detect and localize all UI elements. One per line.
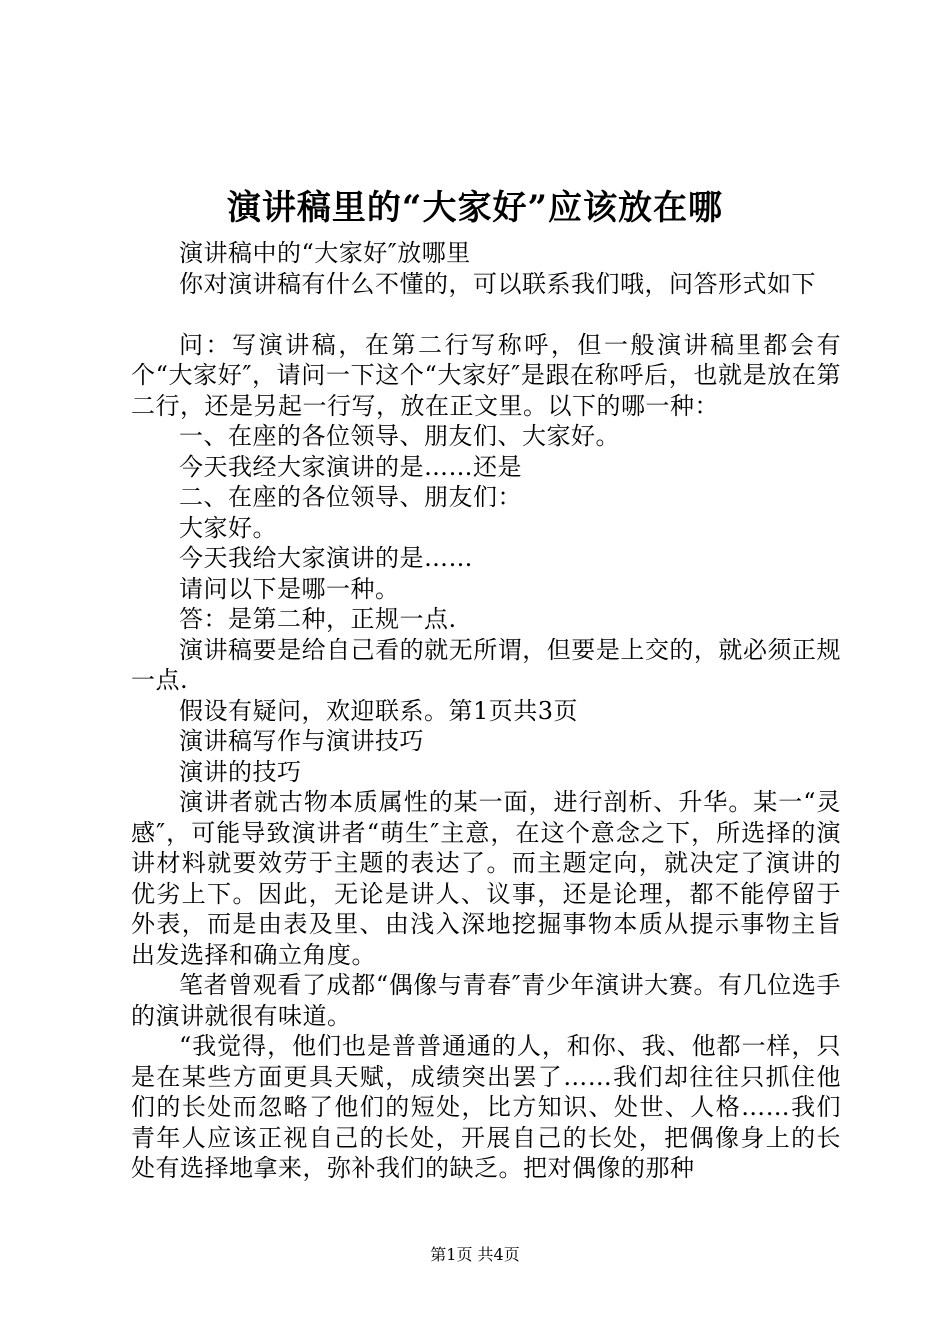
paragraph: 答：是第二种，正规一点. (179, 605, 457, 633)
paragraph: 演讲者就古物本质属性的某一面，进行剖析、升华。某一“灵感″，可能导致演讲者“萌生″主意，在这个意念之下，所选择的演讲材料就要效劳于主题的表达了。而主题定向，就决定了演讲的优劣上下。因此，无论是讲人、议事，还是论理，都不能停留于外表，而是由表及里、由浅入深地挖掘事物本质从提示事物主旨出发选择和确立角度。 (131, 788, 841, 969)
paragraph: 笔者曾观看了成都“偶像与青春″青少年演讲大赛。有几位选手的演讲就很有味道。 (131, 971, 841, 1030)
paragraph: 演讲稿写作与演讲技巧 (179, 727, 424, 755)
paragraph: 二、在座的各位领导、朋友们： (179, 483, 522, 511)
paragraph: 今天我给大家演讲的是…… (179, 544, 473, 572)
paragraph: 问：写演讲稿，在第二行写称呼，但一般演讲稿里都会有个“大家好″，请问一下这个“大家好″是跟在称呼后，也就是放在第二行，还是另起一行写，放在正文里。以下的哪一种： (131, 330, 841, 420)
paragraph: 演讲稿要是给自己看的就无所谓，但要是上交的，就必须正规一点. (131, 635, 841, 694)
paragraph: “我觉得，他们也是普普通通的人，和你、我、他都一样，只是在某些方面更具天赋，成绩突出罢了……我们却往往只抓住他们的长处而忽略了他们的短处，比方知识、处世、人格……我们青年人应该正视自己的长处，开展自己的长处，把偶像身上的长处有选择地拿来，弥补我们的缺乏。把对偶像的那种 (131, 1032, 841, 1182)
blank-line (131, 299, 841, 330)
document-body (131, 238, 841, 1184)
document-title: 演讲稿里的“大家好”应该放在哪 (226, 188, 724, 228)
paragraph: 请问以下是哪一种。 (179, 574, 400, 603)
paragraph: 一、在座的各位领导、朋友们、大家好。 (179, 422, 620, 450)
page-footer: 第1页 共4页 (430, 1245, 520, 1264)
paragraph: 今天我经大家演讲的是……还是 (179, 452, 522, 481)
paragraph: 假设有疑问，欢迎联系。第1页共3页 (179, 696, 579, 725)
paragraph: 演讲稿中的“大家好″放哪里 (179, 239, 471, 267)
paragraph: 你对演讲稿有什么不懂的，可以联系我们哦，问答形式如下 (179, 269, 816, 298)
paragraph: 大家好。 (179, 513, 277, 542)
paragraph: 演讲的技巧 (179, 757, 302, 786)
